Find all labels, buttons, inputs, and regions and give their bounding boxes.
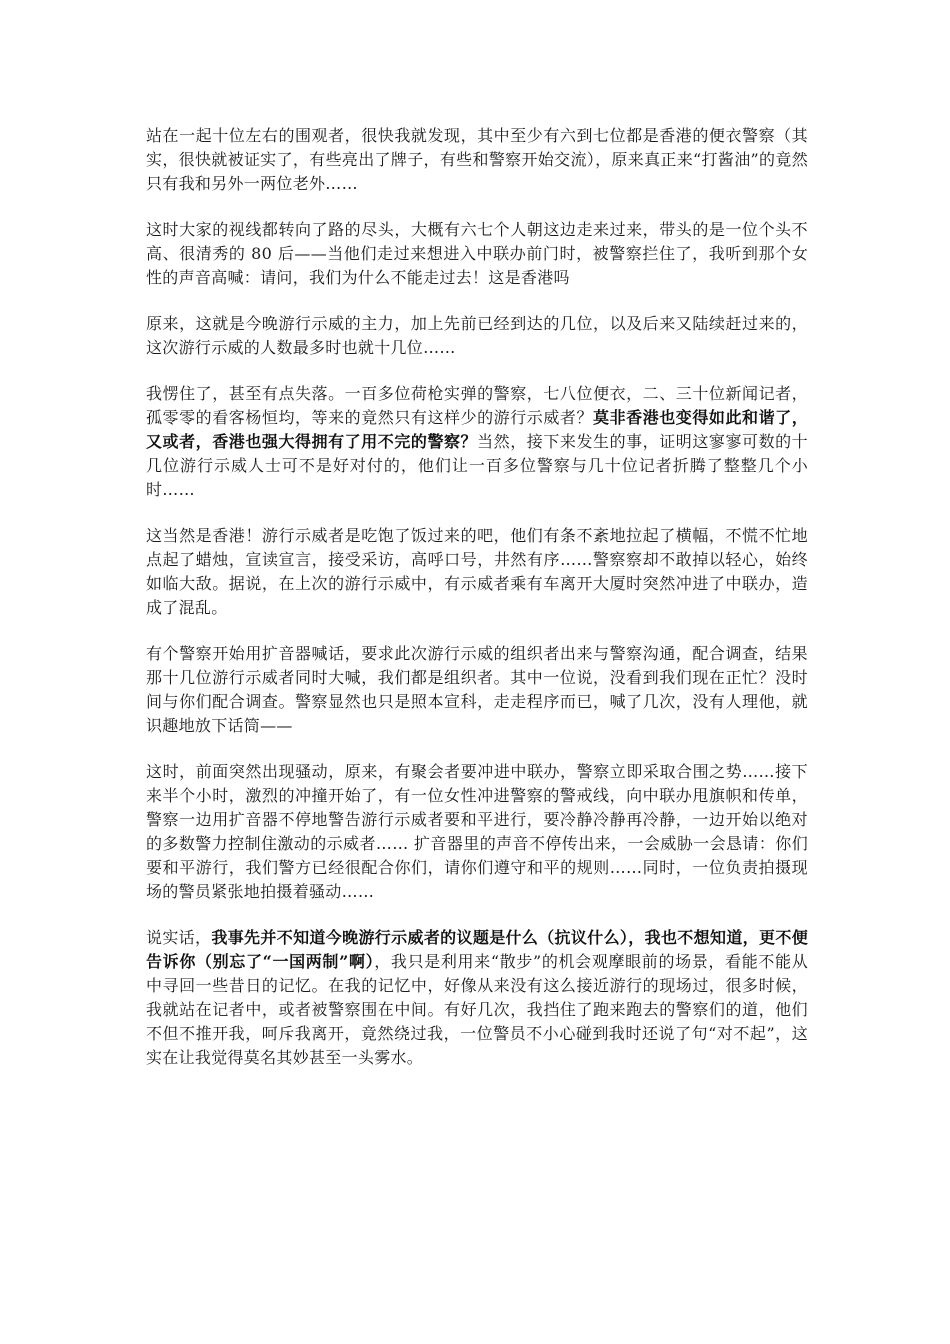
paragraph-text: 当然，接下来发生的事，证明这寥寥可数的十几位游行示威人士可不是好对付的，他们让一百多位警察与几十位记者折腾了整整几个小时…… (146, 432, 808, 499)
paragraph-text: 原来，这就是今晚游行示威的主力，加上先前已经到达的几位，以及后来又陆续赶过来的，这次游行示威的人数最多时也就十几位…… (146, 314, 808, 357)
paragraph (146, 760, 808, 904)
paragraph-text: 这时大家的视线都转向了路的尽头，大概有六七个人朝这边走来过来，带头的是一位个头不高、很清秀的 80 后——当他们走过来想进入中联办前门时，被警察拦住了，我听到那个女性的声音高喊：请问，我们为什么不能走过去！这是香港吗 (146, 220, 808, 287)
paragraph-bold-text: 我事先并不知道今晚游行示威者的议题是什么（抗议什么），我也不想知道，更不便告诉你（别忘了“一国两制”啊） (146, 928, 808, 971)
paragraph-text: 这当然是香港！游行示威者是吃饱了饭过来的吧，他们有条不紊地拉起了横幅，不慌不忙地点起了蜡烛，宣读宣言，接受采访，高呼口号，井然有序……警察察却不敢掉以轻心，始终如临大敌。据说，在上次的游行示威中，有示威者乘有车离开大厦时突然冲进了中联办，造成了混乱。 (146, 526, 808, 617)
paragraph (146, 218, 808, 290)
document-body (146, 124, 808, 1092)
paragraph-text: ，我只是利用来“散步”的机会观摩眼前的场景，看能不能从中寻回一些昔日的记忆。在我的记忆中，好像从来没有这么接近游行的现场过，很多时候，我就站在记者中，或者被警察围在中间。有好几次，我挡住了跑来跑去的警察们的道，他们不但不推开我，呵斥我离开，竟然绕过我，一位警员不小心碰到我时还说了句“对不起”，这实在让我觉得莫名其妙甚至一头雾水。 (146, 952, 808, 1067)
paragraph-text: 说实话， (146, 928, 212, 947)
paragraph-text: 这时，前面突然出现骚动，原来，有聚会者要冲进中联办，警察立即采取合围之势……接下来半个小时，激烈的冲撞开始了，有一位女性冲进警察的警戒线，向中联办甩旗帜和传单，警察一边用扩音器不停地警告游行示威者要和平进行，要冷静冷静再冷静，一边开始以绝对的多数警力控制住激动的示威者…… 扩音器里的声音不停传出来，一会威胁一会恳请：你们要和平游行，我们警方已经很配合你们，请你们遵守和平的规则……同时，一位负责拍摄现场的警员紧张地拍摄着骚动…… (146, 762, 808, 901)
paragraph (146, 382, 808, 502)
paragraph (146, 642, 808, 738)
paragraph-text: 我愣住了，甚至有点失落。一百多位荷枪实弹的警察，七八位便衣，二、三十位新闻记者，孤零零的看客杨恒均，等来的竟然只有这样少的游行示威者？ (146, 384, 808, 427)
paragraph (146, 926, 808, 1070)
paragraph (146, 312, 808, 360)
paragraph (146, 124, 808, 196)
paragraph (146, 524, 808, 620)
paragraph-text: 站在一起十位左右的围观者，很快我就发现，其中至少有六到七位都是香港的便衣警察（其实，很快就被证实了，有些亮出了牌子，有些和警察开始交流），原来真正来“打酱油”的竟然只有我和另外一两位老外…… (146, 126, 808, 193)
paragraph-text: 有个警察开始用扩音器喊话，要求此次游行示威的组织者出来与警察沟通，配合调查，结果那十几位游行示威者同时大喊，我们都是组织者。其中一位说，没看到我们现在正忙？没时间与你们配合调查。警察显然也只是照本宣科，走走程序而已，喊了几次，没有人理他，就识趣地放下话筒—— (146, 644, 808, 735)
paragraph-bold-text: 莫非香港也变得如此和谐了，又或者，香港也强大得拥有了用不完的警察？ (146, 408, 808, 451)
